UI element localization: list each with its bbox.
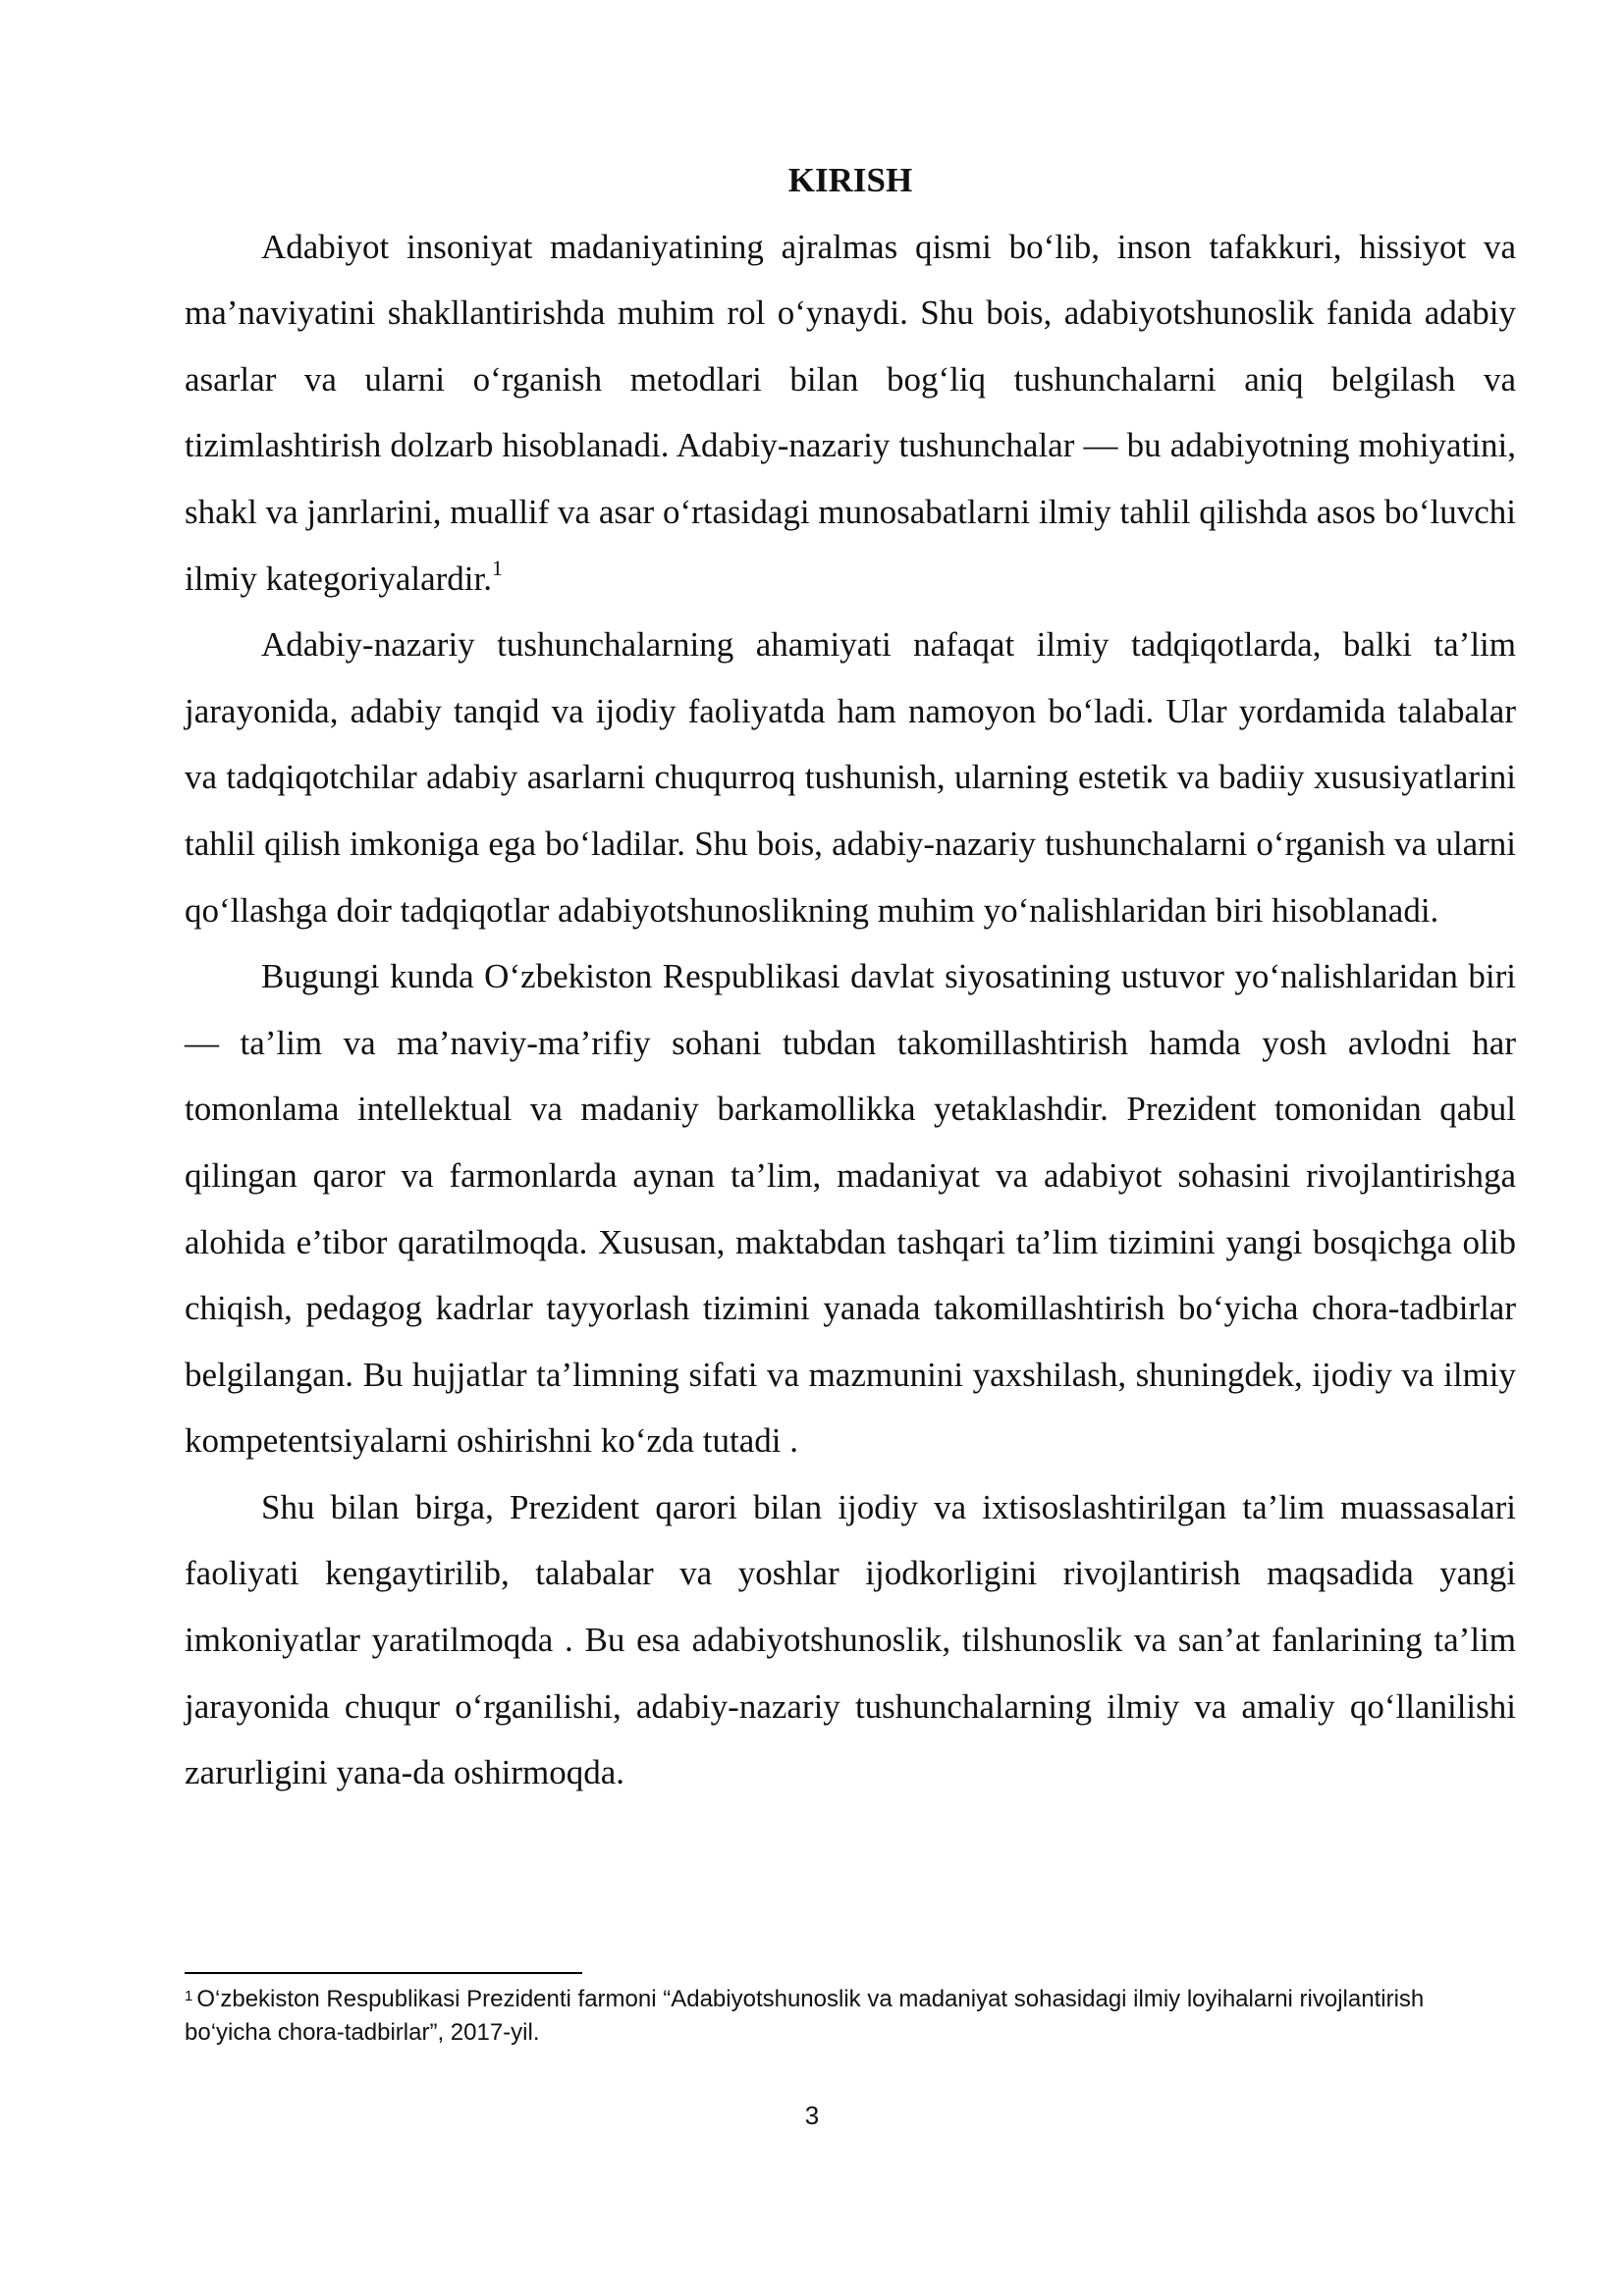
footnote-divider bbox=[185, 1972, 582, 1974]
paragraph-4: Shu bilan birga, Prezident qarori bilan ijodiy va ixtisoslashtirilgan ta’lim muassasalari faoliyati kengaytirilib, talabalar va yoshlar ijodkorligini rivojlantirish maqsadida yangi imkoniyatlar yaratilmoqda . Bu esa adabiyotshunoslik, tilshunoslik va san’at fanlarining ta’lim jarayonida chuqur o‘rganilishi, adabiy-nazariy tushunchalarning ilmiy va amaliy qo‘llanilishi zarurligini yana-da oshirmoqda. bbox=[185, 1487, 1516, 1792]
paragraph-2: Adabiy-nazariy tushunchalarning ahamiyati nafaqat ilmiy tadqiqotlarda, balki ta’lim jarayonida, adabiy tanqid va ijodiy faoliyatda ham namoyon bo‘ladi. Ular yordamida talabalar va tadqiqotchilar adabiy asarlarni chuqurroq tushunish, ularning estetik va badiiy xususiyatlarini tahlil qilish imkoniga ega bo‘ladilar. Shu bois, adabiy-nazariy tushunchalarni o‘rganish va ularni qo‘llashga doir tadqiqotlar adabiyotshunoslikning muhim yo‘nalishlaridan biri hisoblanadi. bbox=[185, 625, 1516, 930]
paragraph-3: Bugungi kunda O‘zbekiston Respublikasi davlat siyosatining ustuvor yo‘nalishlaridan biri — ta’lim va ma’naviy-ma’rifiy sohani tubdan takomillashtirish hamda yosh avlodni har tomonlama intellektual va madaniy barkamollikka yetaklashdir. Prezident tomonidan qabul qilingan qaror va farmonlarda aynan ta’lim, madaniyat va adabiyot sohasini rivojlantirishga alohida e’tibor qaratilmoqda. Xususan, maktabdan tashqari ta’lim tizimini yangi bosqichga olib chiqish, pedagog kadrlar tayyorlash tizimini yanada takomillashtirish bo‘yicha chora-tadbirlar belgilangan. Bu hujjatlar ta’limning sifati va mazmunini yaxshilash, shuningdek, ijodiy va ilmiy kompetentsiyalarni oshirishni ko‘zda tutadi . bbox=[185, 957, 1516, 1461]
main-text bbox=[185, 147, 1516, 1806]
footnote-text: O‘zbekiston Respublikasi Prezidenti farmoni “Adabiyotshunoslik va madaniyat sohasidagi ilmiy loyihalarni rivojlantirish bo‘yicha chora-tadbirlar”, 2017-yil. bbox=[185, 1986, 1425, 2046]
paragraph-1-text: Adabiyot insoniyat madaniyatining ajralmas qismi bo‘lib, inson tafakkuri, hissiyot va ma’naviyatini shakllantirishda muhim rol o‘ynaydi. Shu bois, adabiyotshunoslik fanida adabiy asarlar va ularni o‘rganish metodlari bilan bog‘liq tushunchalarni aniq belgilash va tizimlashtirish dolzarb hisoblanadi. Adabiy-nazariy tushunchalar — bu adabiyotning mohiyatini, shakl va janrlarini, muallif va asar o‘rtasidagi munosabatlarni ilmiy tahlil qilishda asos bo‘luvchi ilmiy kategoriyalardir. bbox=[185, 227, 1516, 598]
section-heading: KIRISH bbox=[787, 161, 913, 199]
footnote-reference[interactable]: 1 bbox=[491, 555, 503, 580]
footnote bbox=[185, 1983, 1516, 2050]
footnote-number: 1 bbox=[185, 1988, 193, 2004]
paragraph-1 bbox=[185, 214, 1516, 613]
page-number: 3 bbox=[804, 2101, 820, 2130]
